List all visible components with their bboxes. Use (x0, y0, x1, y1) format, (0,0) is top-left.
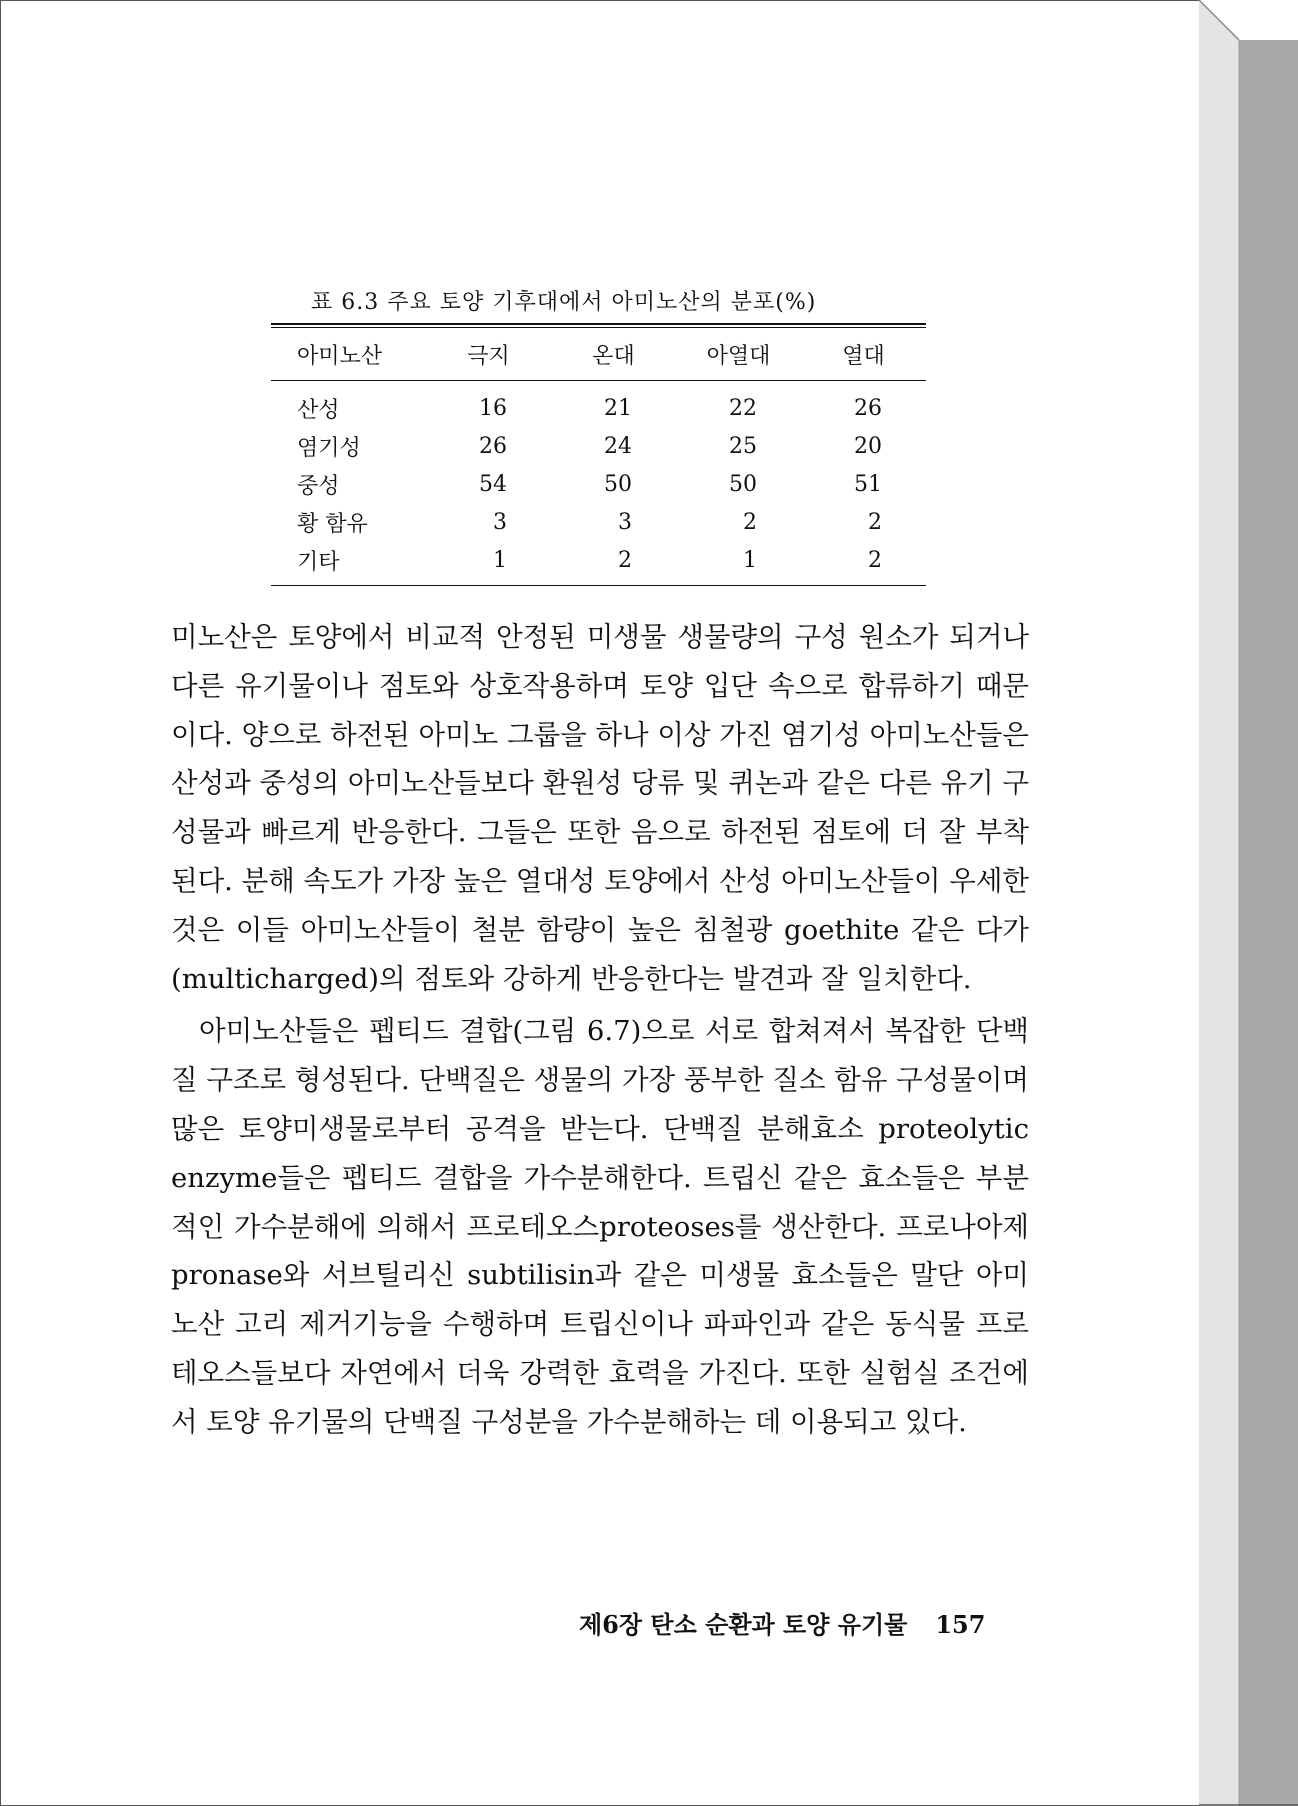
table-cell: 1 (743, 547, 757, 573)
table-cell: 2 (868, 547, 882, 573)
table-cell: 20 (854, 433, 882, 459)
table-cell: 51 (854, 471, 882, 497)
row-label: 황 함유 (297, 511, 368, 537)
book-page-edge (1199, 0, 1298, 1806)
row-label: 중성 (297, 473, 340, 499)
table-cell: 16 (479, 395, 507, 421)
row-label: 염기성 (297, 435, 361, 461)
table-cell: 24 (604, 433, 632, 459)
column-header-polar: 극지 (467, 343, 510, 369)
table-cell: 54 (479, 471, 507, 497)
table-cell: 1 (493, 547, 507, 573)
table-row (271, 389, 926, 427)
row-label: 산성 (297, 397, 340, 423)
table-body (271, 381, 926, 585)
table-cell: 26 (479, 433, 507, 459)
table-cell: 50 (604, 471, 632, 497)
table-bottom-rule (271, 585, 926, 586)
table-cell: 25 (729, 433, 757, 459)
table-cell: 26 (854, 395, 882, 421)
column-header-temperate: 온대 (592, 343, 635, 369)
running-footer-chapter: 제6장 탄소 순환과 토양 유기물 (579, 1610, 908, 1639)
table-cell: 2 (868, 509, 882, 535)
table-row (271, 541, 926, 579)
page-footer (579, 1605, 985, 1640)
table-row (271, 427, 926, 465)
table-cell: 22 (729, 395, 757, 421)
column-header-amino-acid: 아미노산 (297, 343, 383, 369)
body-text (171, 613, 1029, 1447)
page-number: 157 (935, 1610, 986, 1639)
paragraph-1: 미노산은 토양에서 비교적 안정된 미생물 생물량의 구성 원소가 되거나 다른 유기물이나 점토와 상호작용하며 토양 입단 속으로 합류하기 때문이다. 양으로 하전된 아미노 그룹을 하나 이상 가진 염기성 아미노산들은 산성과 중성의 아미노산들보다 환원성 당류 및 퀴논과 같은 다른 유기 구성물과 빠르게 반응한다. 그들은 또한 음으로 하전된 점토에 더 잘 부착된다. 분해 속도가 가장 높은 열대성 토양에서 산성 아미노산들이 우세한 것은 이들 아미노산들이 철분 함량이 높은 침철광 goethite 같은 다가(multicharged)의 점토와 강하게 반응한다는 발견과 잘 일치한다. (171, 621, 1030, 995)
table-cell: 50 (729, 471, 757, 497)
table-cell: 2 (743, 509, 757, 535)
table-caption: 표 6.3 주요 토양 기후대에서 아미노산의 분포(%) (311, 290, 817, 315)
column-header-tropical: 열대 (842, 343, 885, 369)
table-header-row (271, 328, 926, 380)
paragraph-2: 아미노산들은 펩티드 결합(그림 6.7)으로 서로 합쳐져서 복잡한 단백질 구조로 형성된다. 단백질은 생물의 가장 풍부한 질소 함유 구성물이며 많은 토양미생물로부터 공격을 받는다. 단백질 분해효소 proteolytic enzyme들은 펩티드 결합을 가수분해한다. 트립신 같은 효소들은 부분적인 가수분해에 의해서 프로테오스proteoses를 생산한다. 프로나아제 pronase와 서브틸리신 subtilisin과 같은 미생물 효소들은 말단 아미노산 고리 제거기능을 수행하며 트립신이나 파파인과 같은 동식물 프로테오스들보다 자연에서 더욱 강력한 효력을 가진다. 또한 실험실 조건에서 토양 유기물의 단백질 구성분을 가수분해하는 데 이용되고 있다. (171, 1015, 1029, 1438)
column-header-subtropical: 아열대 (706, 343, 771, 369)
table-cell: 21 (604, 395, 632, 421)
table-cell: 2 (618, 547, 632, 573)
row-label: 기타 (297, 549, 340, 575)
table-row (271, 465, 926, 503)
table-cell: 3 (618, 509, 632, 535)
table-row (271, 503, 926, 541)
amino-acid-table (271, 323, 926, 586)
table-cell: 3 (493, 509, 507, 535)
